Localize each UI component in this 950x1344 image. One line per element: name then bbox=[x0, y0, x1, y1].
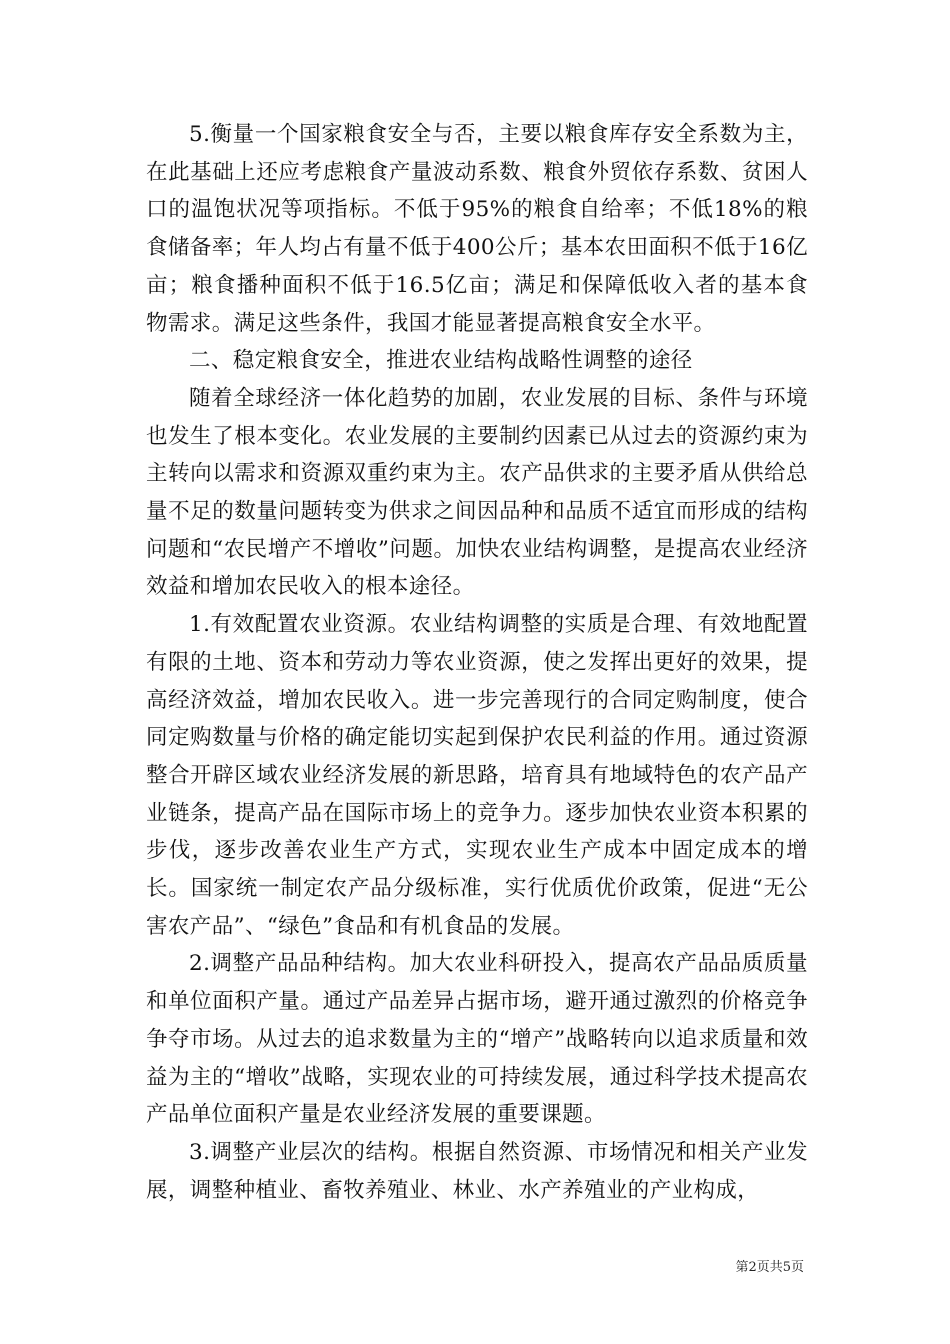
section-heading-two: 二、稳定粮食安全，推进农业结构战略性调整的途径 bbox=[189, 348, 693, 374]
document-body bbox=[146, 116, 808, 1209]
paragraph-global-economy: 随着全球经济一体化趋势的加剧，农业发展的目标、条件与环境也发生了根本变化。农业发展的主要制约因素已从过去的资源约束为主转向以需求和资源双重约束为主。农产品供求的主要矛盾从供给总量不足的数量问题转变为供求之间因品种和品质不适宜而形成的结构问题和“农民增产不增收”问题。加快农业结构调整，是提高农业经济效益和增加农民收入的根本途径。 bbox=[146, 385, 808, 600]
paragraph-industry-structure: 3.调整产业层次的结构。根据自然资源、市场情况和相关产业发展，调整种植业、畜牧养殖业、林业、水产养殖业的产业构成， bbox=[146, 1139, 808, 1203]
paragraph-allocate-resources: 1.有效配置农业资源。农业结构调整的实质是合理、有效地配置有限的土地、资本和劳动力等农业资源，使之发挥出更好的效果，提高经济效益，增加农民收入。进一步完善现行的合同定购制度，使合同定购数量与价格的确定能切实起到保护农民利益的作用。通过资源整合开辟区域农业经济发展的新思路，培育具有地域特色的农产品产业链条，提高产品在国际市场上的竞争力。逐步加快农业资本积累的步伐，逐步改善农业生产方式，实现农业生产成本中固定成本的增长。国家统一制定农产品分级标准，实行优质优价政策，促进“无公害农产品”、“绿色”食品和有机食品的发展。 bbox=[146, 612, 808, 939]
page-number-footer: 第2页共5页 bbox=[735, 1260, 804, 1275]
paragraph-product-variety: 2.调整产品品种结构。加大农业科研投入，提高农产品品质质量和单位面积产量。通过产品差异占据市场，避开通过激烈的价格竞争争夺市场。从过去的追求数量为主的“增产”战略转向以追求质量和效益为主的“增收”战略，实现农业的可持续发展，通过科学技术提高农产品单位面积产量是农业经济发展的重要课题。 bbox=[146, 951, 808, 1128]
paragraph-food-security-criteria: 5.衡量一个国家粮食安全与否，主要以粮食库存安全系数为主，在此基础上还应考虑粮食产量波动系数、粮食外贸依存系数、贫困人口的温饱状况等项指标。不低于95%的粮食自给率；不低18%的粮食储备率；年人均占有量不低于400公斤；基本农田面积不低于16亿亩；粮食播种面积不低于16.5亿亩；满足和保障低收入者的基本食物需求。满足这些条件，我国才能显著提高粮食安全水平。 bbox=[146, 122, 808, 336]
